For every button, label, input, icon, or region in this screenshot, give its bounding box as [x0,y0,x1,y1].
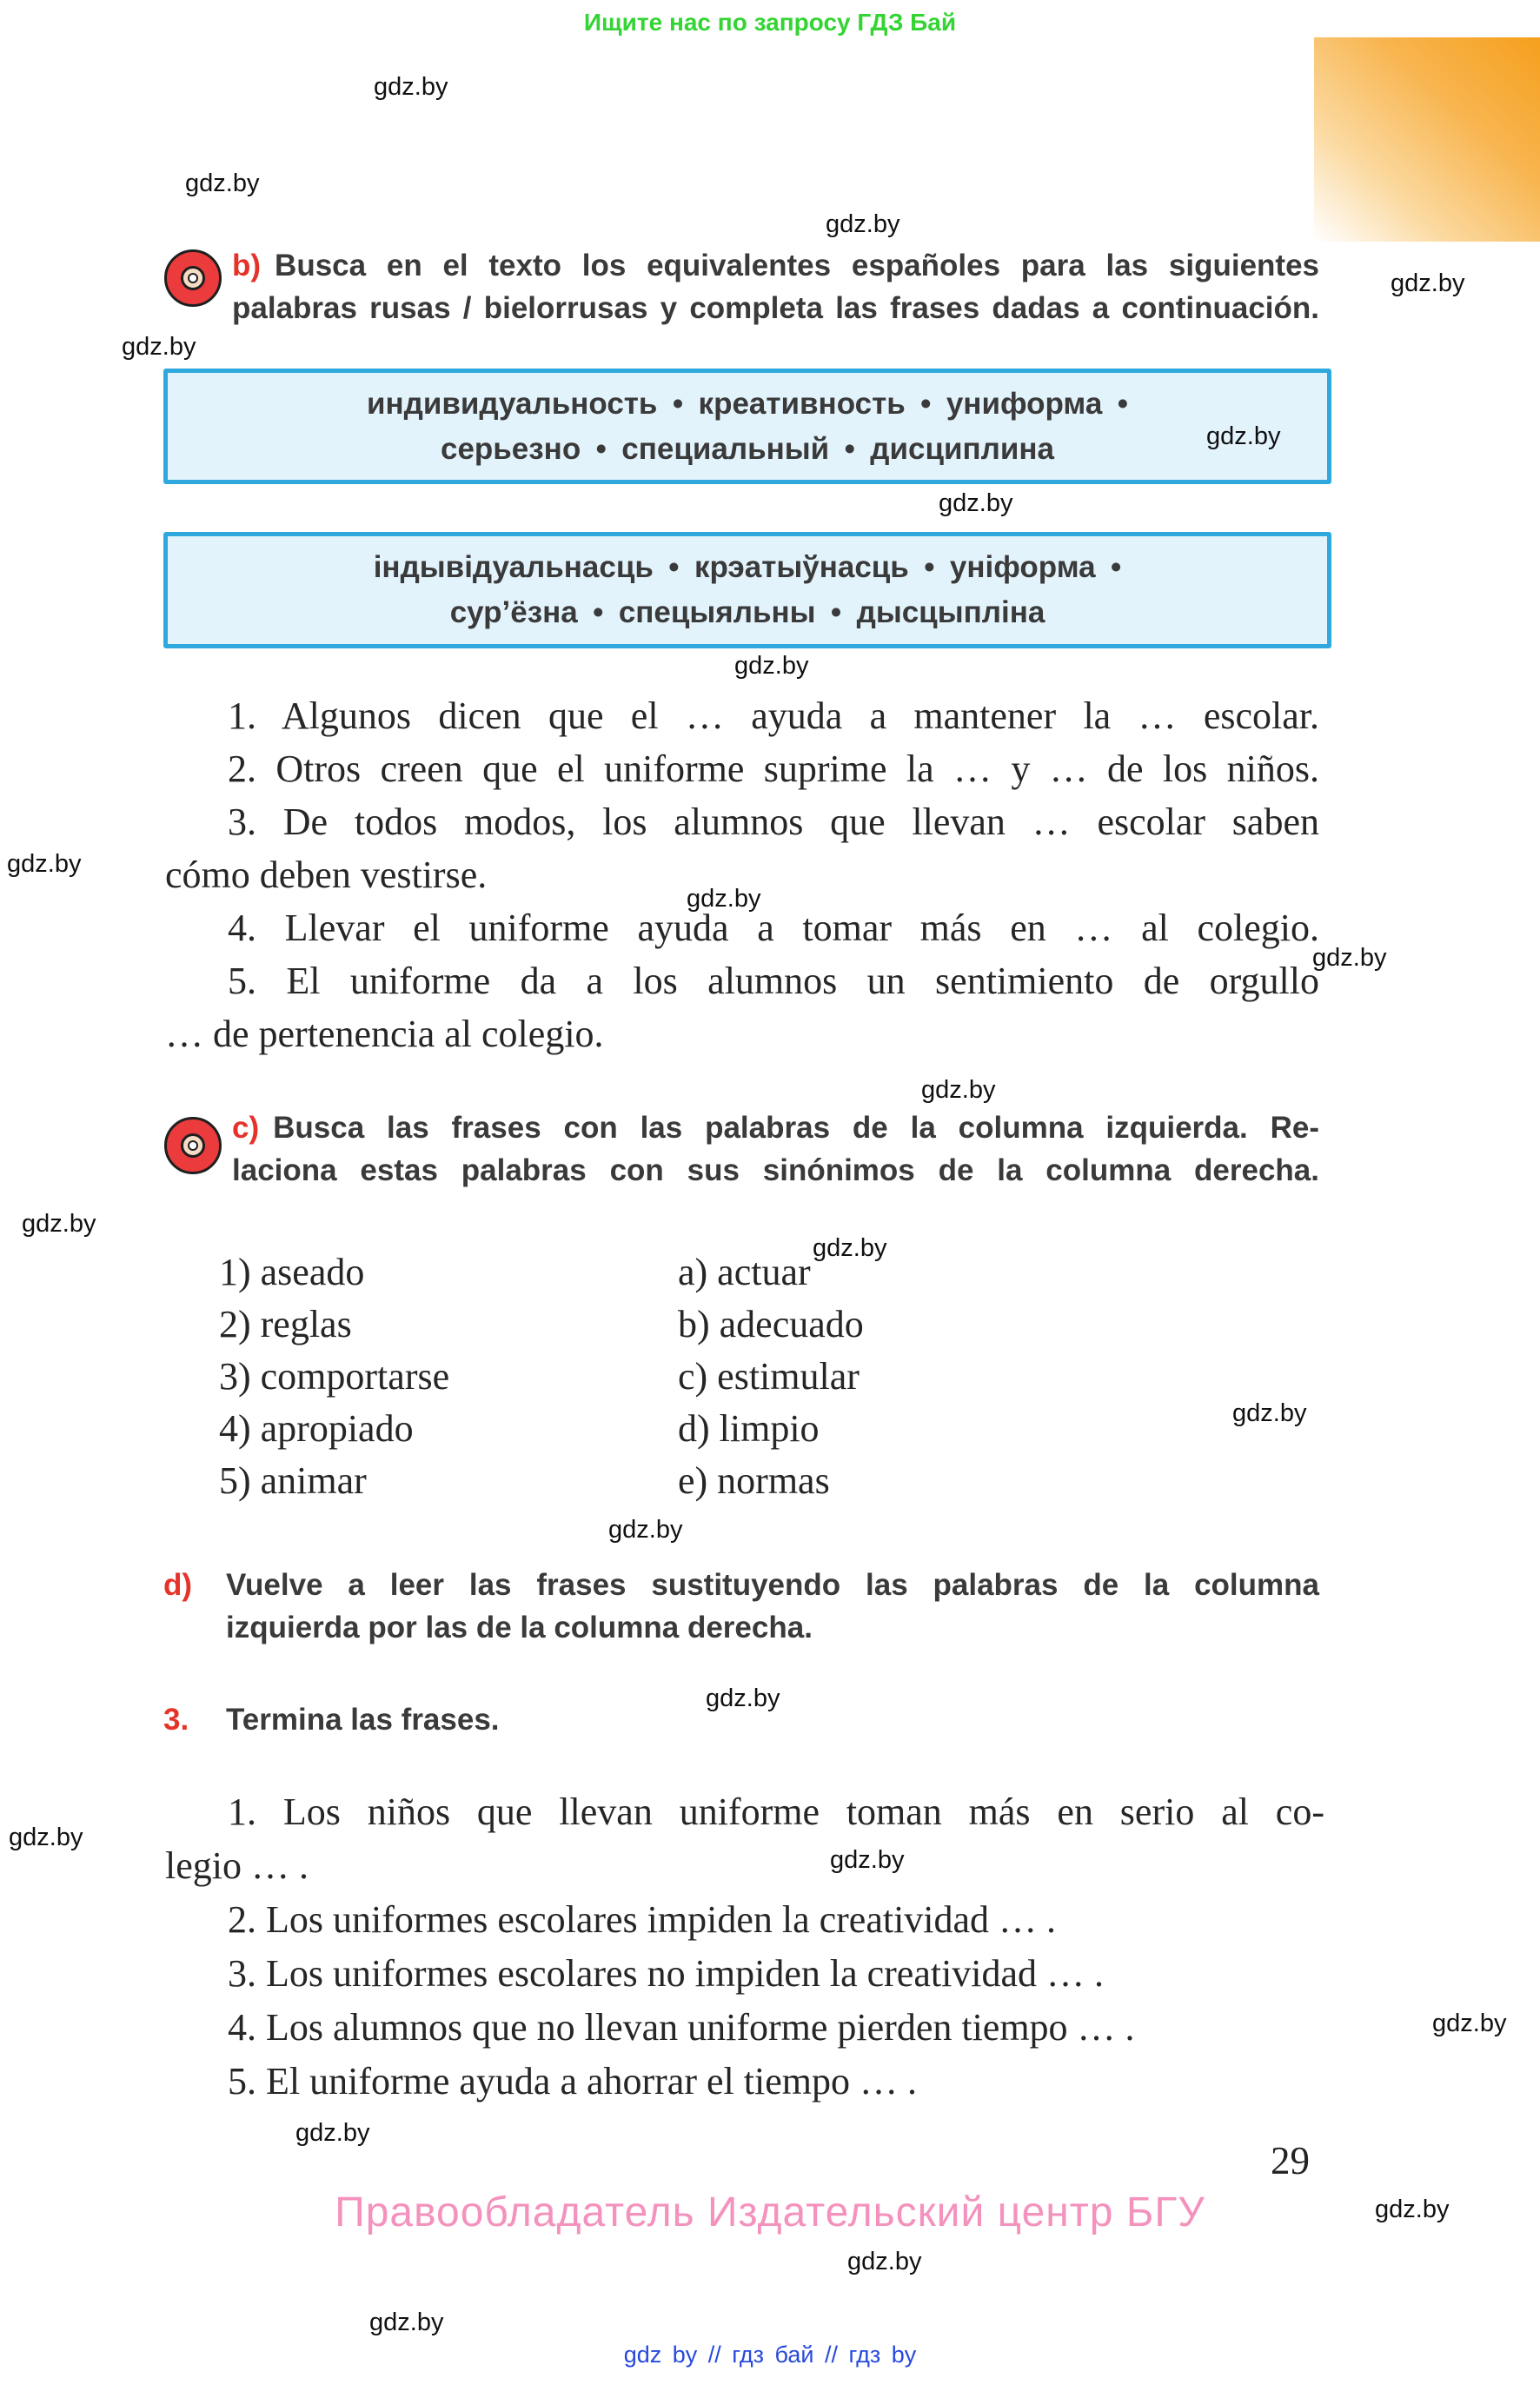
belarusian-words-box [163,532,1331,648]
copyright-notice: Правообладатель Издательский центр БГУ [335,2189,1205,2236]
watermark: gdz.by [687,885,761,913]
match-right-column [678,1246,864,1507]
audio-exercise-icon-center [188,1140,198,1151]
watermark: gdz.by [847,2248,922,2275]
audio-exercise-icon [164,249,222,307]
watermark: gdz.by [939,489,1013,517]
match-left-item: 4) apropiado [219,1407,414,1450]
task-d-instruction-line1: Vuelve a leer las frases sustituyendo las palabras de la columna [226,1568,1319,1602]
sentence: 1. Algunos dicen que el … ayuda a mantener la … escolar. [228,694,1319,737]
page-number: 29 [1271,2139,1310,2182]
task-c-instruction-text1: Busca las frases con las palabras de la columna izquierda. Re- [273,1111,1319,1145]
russian-words-line1: индивидуальность • креативность • униформа • [366,386,1128,421]
task-3-sentences [165,1785,1324,2109]
task-3-label: 3. [163,1703,189,1737]
watermark: gdz.by [1432,2010,1507,2037]
match-right-item: b) adecuado [678,1303,864,1345]
sentence: 3. Los uniformes escolares no impiden la creatividad … . [228,1952,1105,1995]
footer-links: gdz by // гдз бай // гдз by [623,2342,917,2368]
watermark: gdz.by [9,1824,83,1851]
watermark: gdz.by [22,1210,96,1238]
belarusian-words-line2: сур’ёзна • спецыяльны • дысцыпліна [449,595,1045,629]
task-d-label: d) [163,1568,193,1602]
match-left-column [219,1246,449,1507]
match-left-item: 1) aseado [219,1251,365,1293]
watermark: gdz.by [295,2119,370,2147]
sentence: 1. Los niños que llevan uniforme toman más en serio al co- [228,1790,1324,1833]
watermark: gdz.by [608,1516,683,1544]
watermark: gdz.by [706,1684,780,1712]
watermark: gdz.by [830,1846,905,1874]
task-c-instruction [232,1106,1319,1192]
watermark: gdz.by [1312,944,1387,972]
task-b-instruction-line1 [232,244,1319,287]
task-b-sentences [165,689,1319,1060]
watermark: gdz.by [826,210,900,238]
watermark: gdz.by [1232,1399,1307,1427]
russian-words-line2: серьезно • специальный • дисциплина [440,431,1054,466]
task-b-instruction-line2: palabras rusas / bielorrusas y completa las frases dadas a continuación. [232,291,1319,325]
audio-exercise-icon [164,1117,222,1174]
audio-exercise-icon-center [188,273,198,283]
match-right-item: d) limpio [678,1407,820,1450]
match-right-item: c) estimular [678,1355,860,1398]
sentence: 4. Llevar el uniforme ayuda a tomar más en … al colegio. [228,907,1319,949]
sentence: 3. De todos modos, los alumnos que llevan … escolar saben [228,801,1319,843]
task-3-instruction: Termina las frases. [226,1703,500,1737]
watermark: gdz.by [921,1076,996,1104]
match-left-item: 5) animar [219,1459,367,1502]
sentence: 5. El uniforme ayuda a ahorrar el tiempo … . [228,2060,917,2103]
task-c-instruction-line2: laciona estas palabras con sus sinónimos de la columna derecha. [232,1153,1319,1187]
russian-words-box [163,369,1331,484]
task-c-instruction-line1 [232,1106,1319,1149]
sentence: 2. Otros creen que el uniforme suprime la … y … de los niños. [228,747,1319,790]
watermark: gdz.by [122,333,196,361]
match-right-item: e) normas [678,1459,830,1502]
match-left-item: 2) reglas [219,1303,352,1345]
watermark: gdz.by [369,2309,444,2336]
task-b-label: b) [232,249,262,282]
sentence: 2. Los uniformes escolares impiden la creatividad … . [228,1898,1057,1941]
sentence-continuation: … de pertenencia al colegio. [165,1013,604,1055]
sentence-continuation: cómo deben vestirse. [165,854,488,896]
match-left-item: 3) comportarse [219,1355,450,1398]
watermark: gdz.by [185,169,260,197]
task-d-instruction [226,1564,1319,1649]
watermark: gdz.by [7,850,82,878]
watermark: gdz.by [813,1234,887,1262]
watermark: gdz.by [1375,2196,1450,2223]
sentence: 4. Los alumnos que no llevan uniforme pierden tiempo … . [228,2006,1135,2049]
task-b-instruction-text1: Busca en el texto los equivalentes españoles para las siguientes [275,249,1319,282]
task-d-instruction-line2: izquierda por las de la columna derecha. [226,1611,813,1644]
task-c-label: c) [232,1111,260,1145]
task-b-instruction [232,244,1319,329]
watermark: gdz.by [1391,269,1465,297]
promo-note: Ищите нас по запросу ГДЗ Бай [583,9,957,36]
watermark: gdz.by [734,652,809,680]
watermark: gdz.by [1206,422,1281,450]
decorative-corner-gradient [1314,37,1540,242]
watermark: gdz.by [374,73,448,101]
match-right-item: a) actuar [678,1251,811,1293]
sentence: 5. El uniforme da a los alumnos un sentimiento de orgullo [228,960,1319,1002]
sentence-continuation: legio … . [165,1844,309,1887]
belarusian-words-line1: індывідуальнасць • крэатыўнасць • уніформа • [373,550,1122,584]
